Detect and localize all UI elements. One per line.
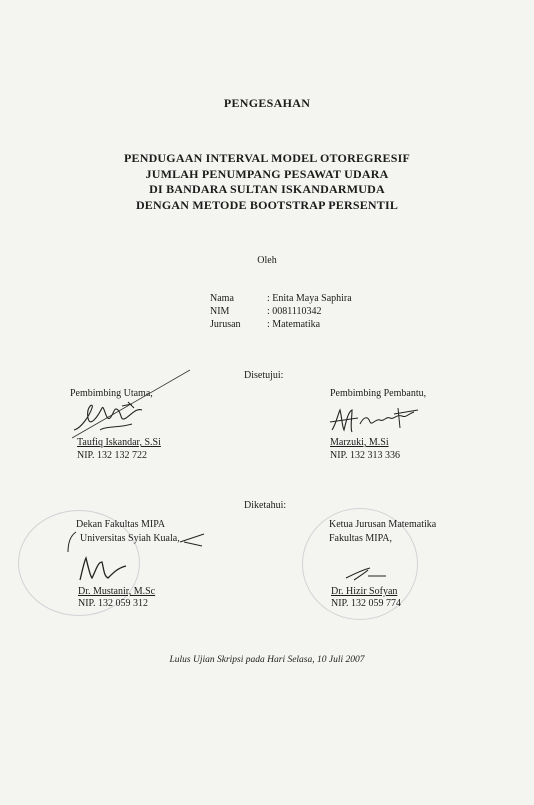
title-line-4: DENGAN METODE BOOTSTRAP PERSENTIL [135, 197, 399, 212]
pen-stroke-icon [178, 530, 208, 550]
student-value-nim: : 0081110342 [267, 306, 322, 317]
pembimbing-utama-nip: NIP. 132 132 722 [77, 450, 148, 461]
student-label-nama: Nama [210, 293, 234, 304]
diketahui-label: Diketahui: [244, 500, 287, 511]
page-heading: PENGESAHAN [223, 96, 311, 110]
dekan-role-line1: Dekan Fakultas MIPA [76, 519, 166, 530]
title-line-1: PENDUGAAN INTERVAL MODEL OTOREGRESIF [123, 151, 411, 165]
signature-dekan-icon [72, 552, 132, 588]
disetujui-label: Disetujui: [244, 370, 284, 381]
stamp-arc-icon [64, 530, 80, 554]
ketua-role-line1: Ketua Jurusan Matematika [329, 519, 437, 530]
ketua-nip: NIP. 132 059 774 [331, 598, 402, 609]
pembimbing-pembantu-nip: NIP. 132 313 336 [330, 450, 401, 461]
dekan-name: Dr. Mustanir, M.Sc [78, 586, 156, 597]
pembimbing-pembantu-name: Marzuki, M.Si [330, 437, 389, 448]
student-value-jurusan: : Matematika [267, 319, 321, 330]
oleh-label: Oleh [257, 255, 277, 266]
student-label-nim: NIM [210, 306, 230, 317]
student-label-jurusan: Jurusan [210, 319, 241, 330]
dekan-role-line2: Universitas Syiah Kuala, [80, 533, 180, 544]
ketua-name: Dr. Hizir Sofyan [331, 586, 398, 597]
footer-note: Lulus Ujian Skripsi pada Hari Selasa, 10 Juli 2007 [169, 655, 365, 665]
title-line-2: JUMLAH PENUMPANG PESAWAT UDARA [145, 166, 389, 181]
pembimbing-utama-name: Taufiq Iskandar, S.Si [77, 437, 161, 448]
signature-pembimbing-pembantu-icon [328, 404, 428, 438]
title-line-3: DI BANDARA SULTAN ISKANDARMUDA [149, 182, 385, 196]
pembimbing-pembantu-role: Pembimbing Pembantu, [330, 388, 427, 399]
signature-pembimbing-utama-icon [62, 368, 192, 448]
ketua-role-line2: Fakultas MIPA, [329, 533, 392, 544]
thesis-title [0, 151, 534, 213]
pembimbing-utama-role: Pembimbing Utama, [70, 388, 153, 399]
student-value-nama: : Enita Maya Saphira [267, 293, 352, 304]
signature-ketua-icon [340, 562, 390, 586]
dekan-nip: NIP. 132 059 312 [78, 598, 149, 609]
